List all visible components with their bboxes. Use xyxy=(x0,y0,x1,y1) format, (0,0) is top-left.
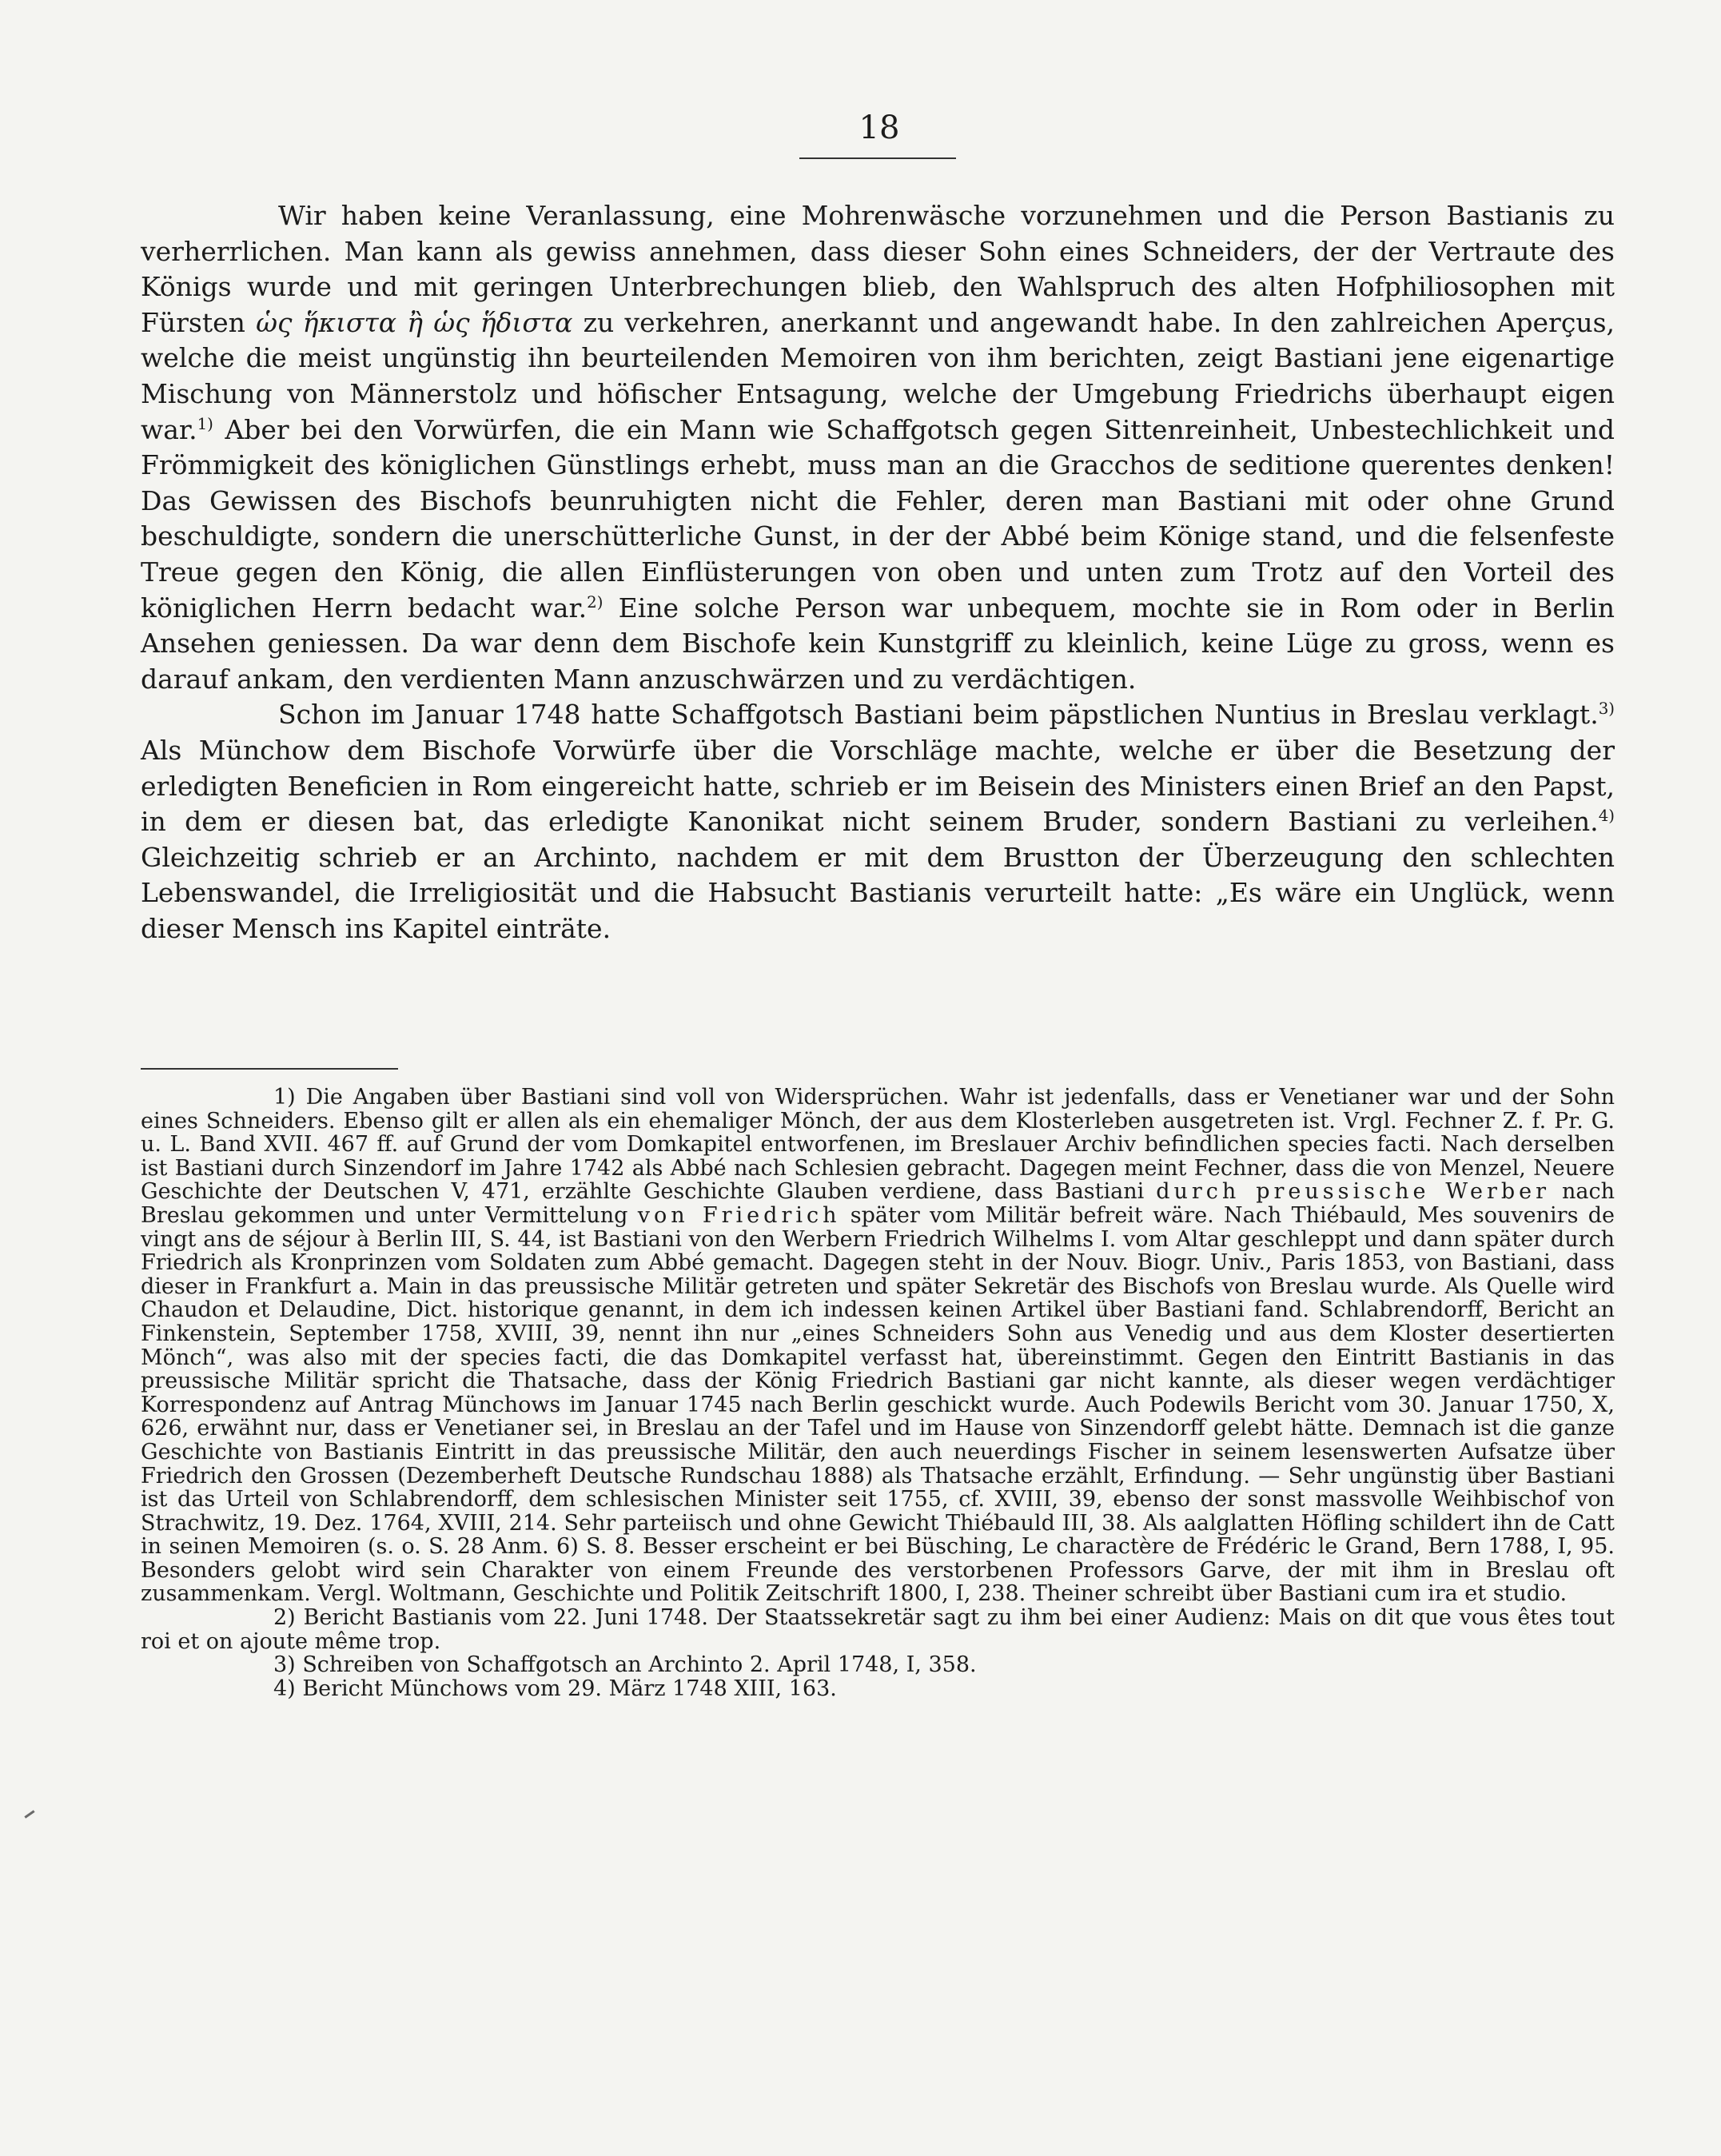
footnote-3 xyxy=(141,1653,1615,1677)
footnote-2 xyxy=(141,1606,1615,1653)
paragraph-1 xyxy=(141,198,1615,697)
page-number: 18 xyxy=(859,110,900,146)
paragraph-1-text-a: Wir haben keine Veranlassung, eine Mohrenwäsche vorzunehmen und die Person Bastianis zu verherrlichen. Man kann als gewiss annehmen, dass dieser Sohn eines Schneiders, der der Vertraute des Königs wurde und mit geringen Unterbrechungen blieb, den Wahlspruch des alten Hofphiliosophen mit Fürsten xyxy=(141,200,1615,338)
footnote-1-spaced-1: durch preussische Werber xyxy=(1156,1179,1551,1205)
greek-quote: ὡς ἥκιστα ἢ ὡς ἥδιστα xyxy=(256,306,573,338)
footnote-1 xyxy=(141,1086,1615,1606)
main-text xyxy=(141,198,1615,946)
footnote-1-text-c: später vom Militär befreit wäre. Nach Thiébauld, Mes souvenirs de vingt ans de séjour à Berlin III, S. 44, ist Bastiani von den Werbern Friedrich Wilhelms I. vom Altar geschleppt und dann später durch Friedrich als Kronprinzen vom Soldaten zum Abbé gemacht. Dagegen steht in der Nouv. Biogr. Univ., Paris 1853, von Bastiani, dass dieser in Frankfurt a. Main in das preussische Militär getreten und später Sekretär des Bischofs von Breslau wurde. Als Quelle wird Chaudon et Delaudine, Dict. historique genannt, in dem ich indessen keinen Artikel über Bastiani fand. Schlabrendorff, Bericht an Finkenstein, September 1758, XVIII, 39, nennt ihn nur „eines Schneiders Sohn aus Venedig und aus dem Kloster desertierten Mönch“, was also mit der species facti, die das Domkapitel verfasst hat, übereinstimmt. Gegen den Eintritt Bastianis in das preussische Militär spricht die Thatsache, dass der König Friedrich Bastiani gar nicht kannte, als dieser wegen verdächtiger Korrespondenz auf Antrag Münchows im Januar 1745 nach Berlin geschickt wurde. Auch Podewils Bericht vom 30. Januar 1750, X, 626, erwähnt nur, dass er Venetianer sei, in Breslau an der Tafel und im Hause von Sinzendorff gelebt hätte. Demnach ist die ganze Geschichte von Bastianis Eintritt in das preussische Militär, den auch neuerdings Fischer in seinem lesenswerten Aufsatze über Friedrich den Grossen (Dezemberheft Deutsche Rundschau 1888) als Thatsache erzählt, Erfindung. — Sehr ungünstig über Bastiani ist das Urteil von Schlabrendorff, dem schlesischen Minister seit 1755, cf. XVIII, 39, ebenso der sonst massvolle Weihbischof von Strachwitz, 19. Dez. 1764, XVIII, 214. Sehr parteiisch und ohne Gewicht Thiébauld III, 38. Als aalglatten Höfling schildert ihn de Catt in seinen Memoiren (s. o. S. 28 Anm. 6) S. 8. Besser erscheint er bei Büsching, Le charactère de Frédéric le Grand, Bern 1788, I, 95. Besonders gelobt wird sein Charakter von einem Freunde des verstorbenen Professors Garve, der mit ihm in Breslau oft zusammenkam. Vergl. Woltmann, Geschichte und Politik Zeitschrift 1800, I, 238. Theiner schreibt über Bastiani cum ira et studio. xyxy=(141,1202,1615,1607)
paragraph-2-text-b: Als Münchow dem Bischofe Vorwürfe über die Vorschläge machte, welche er über die Besetzung der erledigten Beneficien in Rom eingereicht hatte, schrieb er im Beisein des Ministers einen Brief an den Papst, in dem er diesen bat, das erledigte Kanonikat nicht seinem Bruder, sondern Bastiani zu verleihen. xyxy=(141,734,1615,838)
footnotes xyxy=(141,1086,1615,1700)
footnote-2-number: 2) xyxy=(273,1605,296,1631)
paragraph-1-text-d: Eine solche Person war unbequem, mochte sie in Rom oder in Berlin Ansehen geniessen. Da war denn dem Bischofe kein Kunstgriff zu kleinlich, keine Lüge zu gross, wenn es darauf ankam, den verdienten Mann anzuschwärzen und zu verdächtigen. xyxy=(141,592,1615,695)
footnote-ref-4: 4) xyxy=(1598,807,1615,826)
footnote-4-number: 4) xyxy=(273,1676,296,1701)
margin-mark xyxy=(24,1810,34,1818)
footnote-1-spaced-2: von Friedrich xyxy=(637,1202,841,1228)
footnote-separator xyxy=(141,1068,398,1070)
footnote-3-number: 3) xyxy=(273,1652,296,1678)
paragraph-2-text-c: Gleichzeitig schrieb er an Archinto, nachdem er mit dem Brustton der Überzeugung den schlechten Lebenswandel, die Irreligiosität und die Habsucht Bastianis verurteilt hatte: „Es wäre ein Unglück, wenn dieser Mensch ins Kapitel einträte. xyxy=(141,841,1615,944)
footnote-4-text: Bericht Münchows vom 29. März 1748 XIII, 163. xyxy=(302,1676,837,1701)
footnote-1-text-b: nach Breslau gekommen und unter Vermittelung xyxy=(141,1179,1615,1228)
footnote-ref-1: 1) xyxy=(197,414,213,433)
footnote-4 xyxy=(141,1677,1615,1701)
page-number-rule xyxy=(799,157,956,159)
paragraph-1-text-c: Aber bei den Vorwürfen, die ein Mann wie Schaffgotsch gegen Sittenreinheit, Unbestechlichkeit und Frömmigkeit des königlichen Günstlings erhebt, muss man an die Gracchos de seditione querentes denken! Das Gewissen des Bischofs beunruhigten nicht die Fehler, deren man Bastiani mit oder ohne Grund beschuldigte, sondern die unerschütterliche Gunst, in der der Abbé beim Könige stand, und die felsenfeste Treue gegen den König, die allen Einflüsterungen von oben und unten zum Trotz auf den Vorteil des königlichen Herrn bedacht war. xyxy=(141,413,1615,624)
paragraph-1-text-b: zu verkehren, anerkannt und angewandt habe. In den zahlreichen Aperçus, welche die meist ungünstig ihn beurteilenden Memoiren von ihm berichten, zeigt Bastiani jene eigenartige Mischung von Männerstolz und höfischer Entsagung, welche der Umgebung Friedrichs überhaupt eigen war. xyxy=(141,306,1615,445)
paragraph-2-text-a: Schon im Januar 1748 hatte Schaffgotsch Bastiani beim päpstlichen Nuntius in Breslau verklagt. xyxy=(278,699,1599,731)
footnote-1-text-a: Die Angaben über Bastiani sind voll von Widersprüchen. Wahr ist jedenfalls, dass er Venetianer war und der Sohn eines Schneiders. Ebenso gilt er allen als ein ehemaliger Mönch, der aus dem Klosterleben ausgetreten ist. Vrgl. Fechner Z. f. Pr. G. u. L. Band XVII. 467 ff. auf Grund der vom Domkapitel entworfenen, im Breslauer Archiv befindlichen species facti. Nach derselben ist Bastiani durch Sinzendorf im Jahre 1742 als Abbé nach Schlesien gebracht. Dagegen meint Fechner, dass die von Menzel, Neuere Geschichte der Deutschen V, 471, erzählte Geschichte Glauben verdiene, dass Bastiani xyxy=(141,1085,1615,1205)
footnote-ref-2: 2) xyxy=(587,592,604,612)
footnote-ref-3: 3) xyxy=(1598,699,1615,719)
footnote-2-text: Bericht Bastianis vom 22. Juni 1748. Der Staatssekretär sagt zu ihm bei einer Audienz: Mais on dit que vous êtes tout roi et on ajoute même trop. xyxy=(141,1605,1615,1654)
footnote-3-text: Schreiben von Schaffgotsch an Archinto 2. April 1748, I, 358. xyxy=(302,1652,977,1678)
footnote-1-number: 1) xyxy=(273,1085,296,1110)
paragraph-2 xyxy=(141,697,1615,946)
